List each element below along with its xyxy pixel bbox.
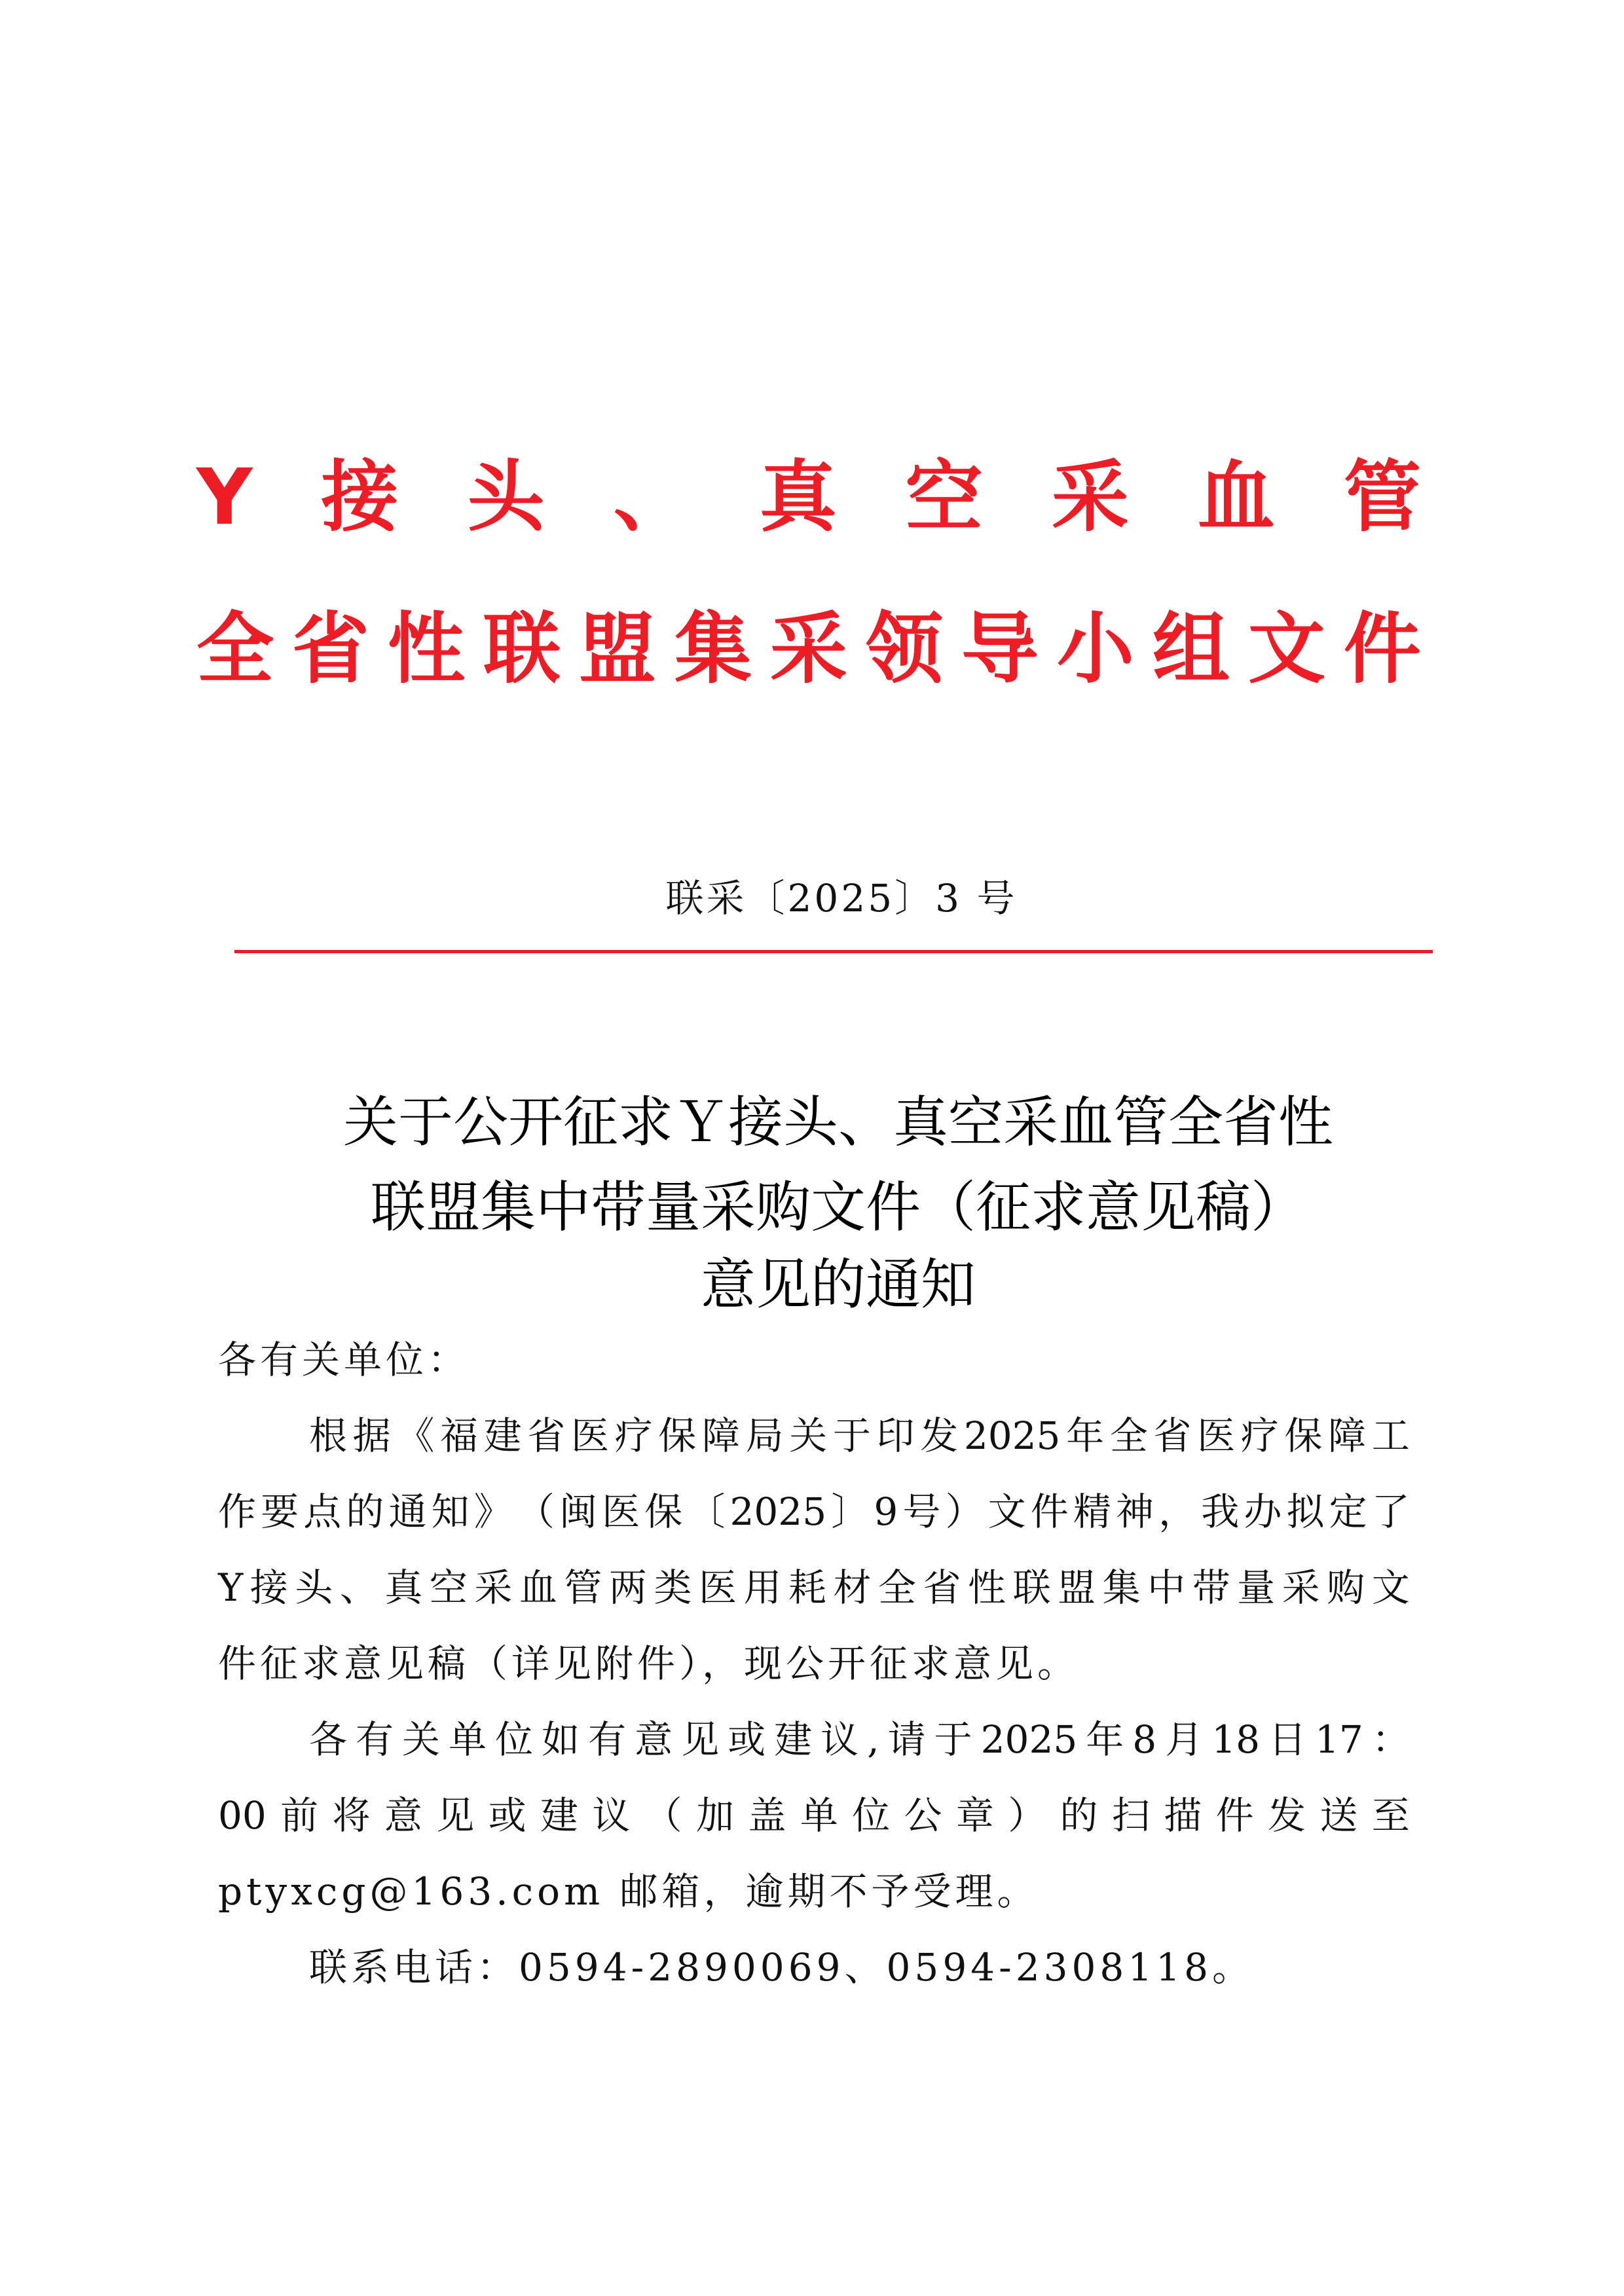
notice-title-line2: 联盟集中带量采购文件（征求意见稿） bbox=[370, 1175, 1306, 1239]
notice-title-line3: 意见的通知 bbox=[700, 1252, 976, 1317]
header-title-line1: Y 接 头 、 真 空 采 血 管 bbox=[196, 452, 1421, 542]
contact-phone: 联系电话：0594-2890069、0594-2308118。 bbox=[309, 1945, 1255, 1990]
paragraph1-line3: Y 接 头 、 真 空 采 血 管 两 类 医 用 耗 材 全 省 性 联 盟 集 中 带 量 采 购 文 bbox=[218, 1565, 1410, 1610]
document-number: 联采〔2025〕3 号 bbox=[665, 876, 1018, 920]
greeting: 各有关单位： bbox=[218, 1338, 470, 1382]
red-divider bbox=[234, 950, 1433, 953]
paragraph2-line2: 00 前 将 意 见 或 建 议 （ 加 盖 单 位 公 章 ） 的 扫 描 件 发 送 至 bbox=[218, 1793, 1410, 1838]
paragraph2-line1: 各 有 关 单 位 如 有 意 见 或 建 议 , 请 于 2025 年 8 月 18 日 17 ： bbox=[309, 1717, 1410, 1762]
paragraph1-line4: 件征求意见稿（详见附件），现公开征求意见。 bbox=[218, 1641, 1080, 1686]
paragraph1-line2: 作 要 点 的 通 知 》 （ 闽 医 保 〔 2025 〕 9 号 ） 文 件 精 神 ， 我 办 拟 定 了 bbox=[218, 1489, 1410, 1534]
header-title-line2: 全 省 性 联 盟 集 采 领 导 小 组 文 件 bbox=[196, 604, 1421, 694]
paragraph2-line3: ptyxcg@163.com 邮箱，逾期不予受理。 bbox=[218, 1869, 1039, 1914]
notice-title-line1: 关于公开征求Ｙ接头、真空采血管全省性 bbox=[342, 1090, 1333, 1154]
paragraph1-line1: 根 据 《 福 建 省 医 疗 保 障 局 关 于 印 发 2025 年 全 省 医 疗 保 障 工 bbox=[309, 1413, 1410, 1458]
